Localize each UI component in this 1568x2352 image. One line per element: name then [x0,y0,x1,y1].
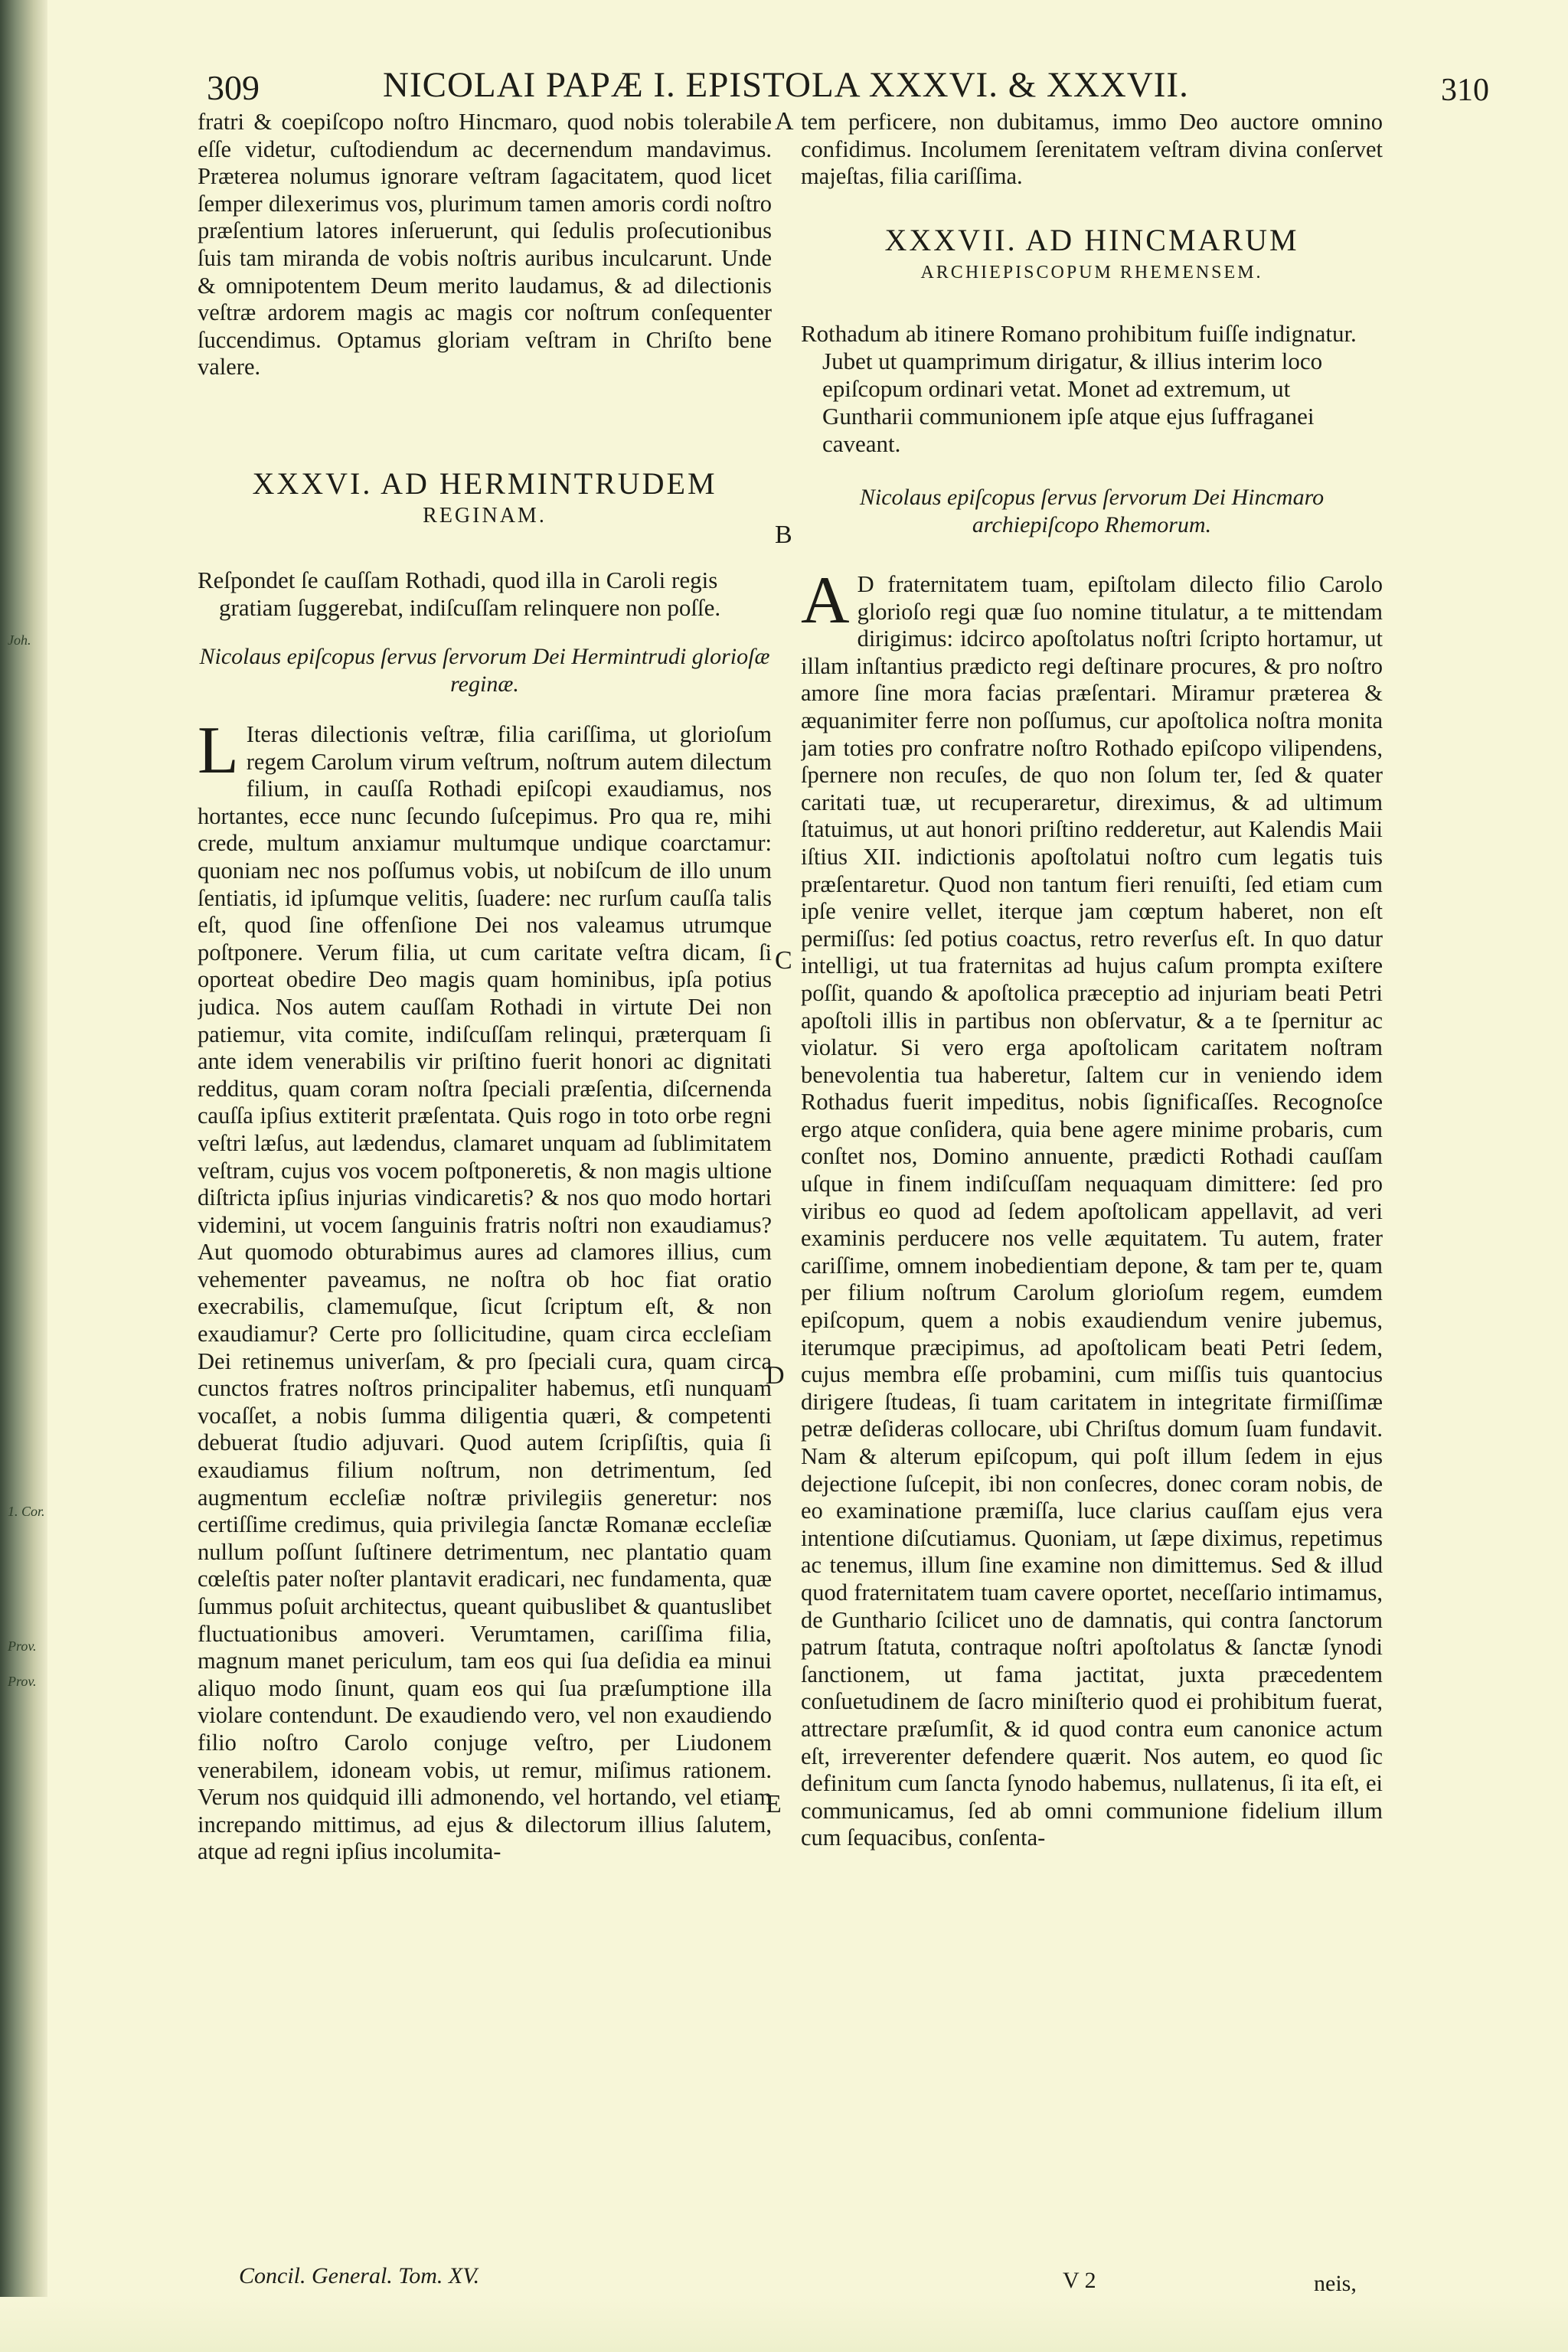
section-subheading-reginam: REGINAM. [423,504,547,528]
dropcap-l: L [198,721,239,788]
salutation-xxxvi: Nicolaus epiſcopus ſervus ſervorum Dei Hermintrudi glorioſæ reginæ. [199,644,770,697]
page-number-left: 309 [207,68,260,107]
section-heading-xxxvi: XXXVI. AD HERMINTRUDEM [252,466,717,501]
letter-continuation-right: tem perficere, non dubitamus, immo Deo auctore omnino confidimus. Incolumem ſerenitatem veſtram divina conſervet majeſtas, filia cariſſima. [801,109,1383,190]
footer-source: Concil. General. Tom. XV. [239,2263,480,2288]
section-subheading-archiepiscopum: ARCHIEPISCOPUM RHEMENSEM. [920,263,1263,283]
letter-continuation-left: fratri & coepiſcopo noſtro Hincmaro, quod nobis tolerabile eſſe videtur, cuſtodiendum ac decernendum mandavimus. Præterea nolumus ignorare veſtram ſagacitatem, quod licet ſemper dilexerimus vos, plurimum tamen amoris cordi noſtro præſentium latores inſeruerunt, qui ſedulis proſecutionibus ſuis tam miranda de vobis noſtris auribus inculcarunt. Unde & omnipotentem Deum merito laudamus, & ad dilectionis veſtræ ardorem magis ac magis cor noſtrum conſequenter ſuccendimus. Optamus gloriam veſtram in Chriſto bene valere. [198,109,772,381]
right-column [801,109,1383,2288]
section-heading-xxxvii: XXXVII. AD HINCMARUM [884,223,1299,257]
letter-summary-xxxvii: Rothadum ab itinere Romano prohibitum fuiſſe indignatur. Jubet ut quamprimum dirigatur, & illius interim loco epiſcopum ordinari vetat. Monet ad extremum, ut Guntharii communionem ipſe atque ejus ſuffraganei caveant. [801,320,1357,457]
dropcap-a: A [801,571,850,638]
footer-signature: V 2 [1063,2268,1096,2293]
margin-note-prov-1: Prov. [8,1638,37,1654]
page-number-right: 310 [1441,73,1489,108]
section-marker-e: E [766,1790,782,1818]
section-marker-c: C [775,946,792,975]
margin-note-prov-2: Prov. [8,1674,37,1689]
running-title: NICOLAI PAPÆ I. EPISTOLA XXXVI. & XXXVII. [383,65,1189,105]
section-marker-a: A [775,107,794,136]
letter-body-xxxvi: Iteras dilectionis veſtræ, filia cariſſima, ut glorioſum regem Carolum virum veſtrum, noſtrum autem dilectum filium, in cauſſa Rothadi epiſcopi exaudiamus, nos hortantes, ecce nunc ſecundo ſuſcepimus. Pro qua re, mihi crede, multum anxiamur multumque undique coarctamur: quoniam nec nos poſſumus vobis, ut nobiſcum de illo unum ſentiatis, id ipſumque velitis, ſuadere: nec rurſum cauſſa talis eſt, quod ſine offenſione Dei nos valeamus utrumque poſtponere. Verum filia, ut cum caritate veſtra dicam, ſi oporteat obedire Deo magis quam hominibus, ipſa potius judica. Nos autem cauſſam Rothadi in virtute Dei non patiemur, vita comite, indiſcuſſam relinqui, prӕterquam ſi ante idem venerabilis vir priſtino fuerit honori ac dignitati redditus, quam coram noſtra ſpeciali præſentia, diſcernenda cauſſa ipſius extiterit præſentata. Quis rogo in toto orbe regni veſtri læſus, aut lædendus, clamaret unquam ad ſublimitatem veſtram, cujus vos vocem poſtponeretis, & non magis ultione diſtricta ipſius injurias vindicaretis? & nos quo modo hortari videmini, ut vocem ſanguinis fratris noſtri non exaudiamus? Aut quomodo obturabimus aures ad clamores illius, cum vehementer paveamus, ne noſtra ob hoc fiat oratio execrabilis, clamemuſque, ſicut ſcriptum eſt, & non exaudiamur? Certe pro ſollicitudine, quam circa eccleſiam Dei retinemus univerſam, & pro ſpeciali cura, quam circa cunctos fratres noſtros principaliter habemus, etſi nunquam vocaſſet, a nobis ſumma diligentia quæri, & competenti debuerat ſtudio adjuvari. Quod autem ſcripſiſtis, quia ſi exaudiamus filium noſtrum, non detrimentum, ſed augmentum eccleſiæ noſtræ privilegiis generetur: nos certiſſime credimus, quia privilegia ſanctæ Romanæ eccleſiæ nullum poſſunt ſuſtinere detrimentum, nec plantatio quam cœleſtis pater noſter plantavit eradicari, nec fundamenta, quæ ſummus poſuit architectus, queant quibuslibet & quantuslibet fluctuationibus amoveri. Verumtamen, cariſſima filia, magnum manet periculum, tam eos qui ſua deſidia ea minui aliquo modo ſinunt, quam eos qui ſua præſumptione illa violare contendunt. De exaudiendo vero, vel non exaudiendo filio noſtro Carolo conjuge veſtro, per Liudonem venerabilem, idoneam vobis, ut remur, miſimus rationem. Verum nos quidquid illi admonendo, vel hortando, vel etiam increpando mittimus, ad ejus & dilectorum illius ſalutem, atque ad regni ipſius incolumita- [198,721,772,1865]
section-marker-d: D [766,1361,785,1390]
section-marker-b: B [775,521,792,549]
left-column [198,109,772,2150]
salutation-xxxvii: Nicolaus epiſcopus ſervus ſervorum Dei Hincmaro archiepiſcopo Rhemorum. [859,485,1325,537]
page-bottom-margin [0,2297,1568,2352]
footer-catchword: neis, [1314,2271,1357,2296]
letter-body-xxxvii: D fraternitatem tuam, epiſtolam dilecto filio Carolo glorioſo regi quæ ſuo nomine titulatur, a te mittendam dirigimus: idcirco apoſtolatus noſtri ſcripto hortamur, ut illam inſtantius prædicto regi deſtinare procures, & pro noſtro amore ſine mora facias præſentari. Miramur præterea & æquanimiter ferre non poſſumus, cur apoſtolica noſtra monita jam toties pro confratre noſtro Rothado epiſcopo vilipendens, ſpernere non recuſes, de quo non ſolum ter, ſed & quater caritati tuæ, ut recuperaretur, direximus, & ad ultimum ſtatuimus, ut aut honori priſtino redderetur, aut Kalendis Maii iſtius XII. indictionis apoſtolatui noſtro cum legatis tuis præſentaretur. Quod non tantum fieri renuiſti, ſed etiam cum ipſe venire vellet, iterque jam cœptum haberet, non eſt permiſſus: ſed potius coactus, retro reverſus eſt. In quo datur intelligi, ut tua fraternitas ad hujus caſum prompta exiſtere poſſit, quando & apoſtolica præceptio ad injuriam beati Petri apoſtoli illis in partibus non obſervatur, & a te ſpernitur ac violatur. Si vero erga apoſtolicam caritatem noſtram benevolentia tua haberetur, ſaltem cur in veniendo idem Rothadus fuerit impeditus, nobis ſignificaſſes. Recognoſce ergo atque conſidera, quia bene agere minime probaris, cum conſtet nos, Domino annuente, prædicti Rothadi cauſſam uſque in finem indiſcuſſam nequaquam dimittere: ſed pro viribus eo quod ad ſedem apoſtolicam appellavit, ad veri examinis perducere nos velle æquitatem. Tu autem, frater cariſſime, omnem inobedientiam depone, & tam per te, quam per filium noſtrum Carolum glorioſum regem, eumdem epiſcopum, quem a nobis exaudiendum venire jubemus, iterumque præcipimus, ad apoſtolicam beati Petri ſedem, cujus membra eſſe probamini, cum miſſis tuis quantocius dirigere ſtudeas, ſi tuam caritatem in integritate firmiſſimæ petræ deſideras collocare, ubi Chriſtus domum ſuam fundavit. Nam & alterum epiſcopum, qui poſt illum ſedem in ejus dejectione ſuſcepit, ibi non conſecres, donec coram nobis, de eo examinatione præmiſſa, luce clarius cauſſam ejus vera intentione diſcutiamus. Quoniam, ut ſæpe diximus, repetimus ac tenemus, illum ſine examine non dimittemus. Sed & illud quod fraternitatem tuam cavere oportet, neceſſario intimamus, de Gunthario ſcilicet uno de damnatis, qui contra ſanctorum patrum ſtatuta, contraque noſtri apoſtolatus & ſanctæ ſynodi ſanctionem, ut fama jactitat, juxta præcedentem conſuetudinem de ſacro miniſterio quod ei prohibitum fuerat, attrectare præſumſit, & id quod contra eum canonice actum eſt, irreverenter defendere quærit. Nos autem, eo quod ſic definitum cum ſancta ſynodo habemus, nullatenus, ſi ita eſt, ei communicamus, ſed ab omni communione fidelium illum cum ſequacibus, conſenta- [801,571,1383,1851]
book-binding-edge [0,0,47,2352]
margin-note-joh: Joh. [8,632,31,648]
margin-note-cor: 1. Cor. [8,1504,45,1519]
letter-summary-xxxvi: Reſpondet ſe cauſſam Rothadi, quod illa in Caroli regis gratiam ſuggerebat, indiſcuſſam relinquere non poſſe. [198,567,721,621]
